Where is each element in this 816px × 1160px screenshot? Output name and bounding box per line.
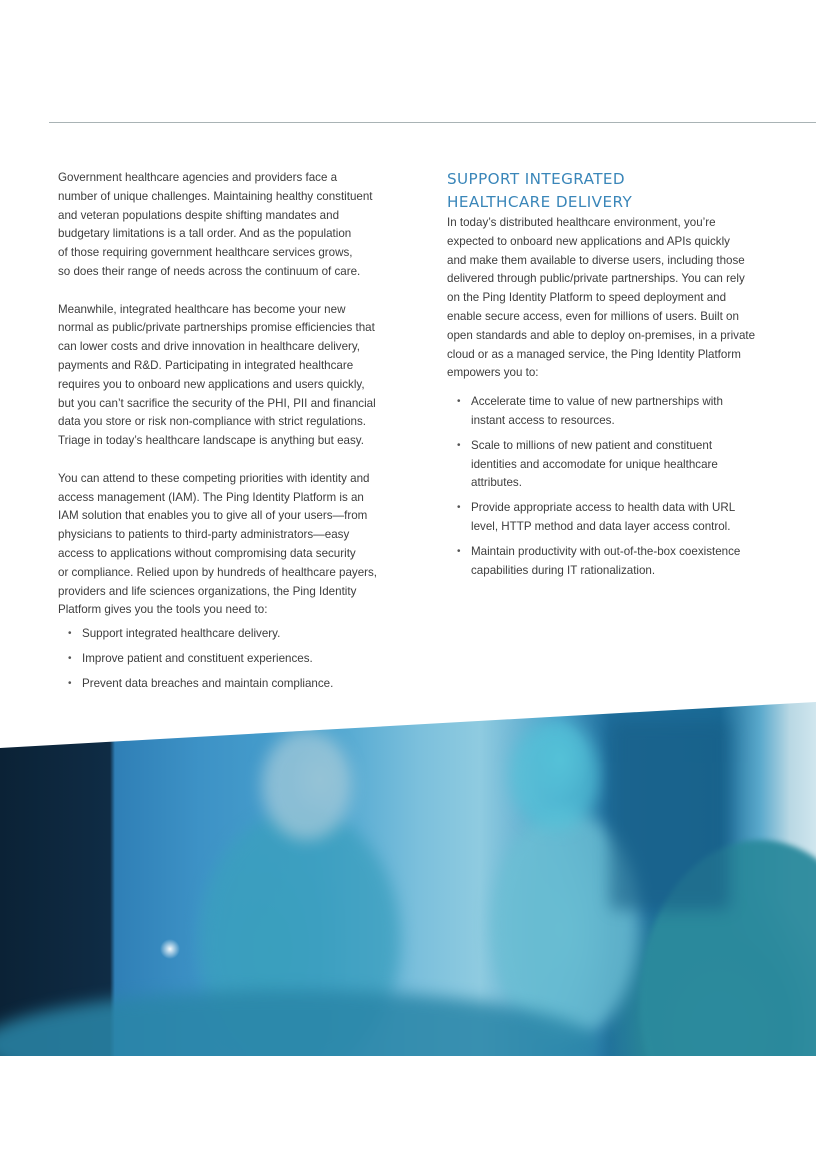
text-line: can lower costs and drive innovation in healthcare delivery, (58, 340, 361, 354)
text-line: of those requiring government healthcare services grows, (58, 246, 353, 260)
text-line: but you can’t sacrifice the security of the PHI, PII and financial (58, 396, 376, 410)
text-line: Meanwhile, integrated healthcare has become your new (58, 302, 346, 316)
surgical-drape (0, 990, 600, 1100)
bullet-text: level, HTTP method and data layer access control. (471, 519, 731, 533)
text-line: empowers you to: (447, 366, 539, 380)
text-line: Platform gives you the tools you need to: (58, 603, 268, 617)
text-line: providers and life sciences organizations, the Ping Identity (58, 584, 357, 598)
text-line: open standards and able to deploy on-premises, in a private (447, 328, 756, 342)
text-line: requires you to onboard new applications and users quickly, (58, 377, 365, 391)
heading-line: HEALTHCARE DELIVERY (447, 193, 633, 211)
bullet-dot-icon: • (68, 652, 72, 664)
bullet-text: attributes. (471, 476, 522, 490)
text-line: normal as public/private partnerships promise efficiencies that (58, 321, 375, 335)
section-heading (447, 168, 777, 214)
text-line: or compliance. Relied upon by hundreds of healthcare payers, (58, 565, 378, 579)
text-line: enable secure access, even for millions of users. Built on (447, 309, 739, 323)
bullet-item (447, 393, 777, 431)
text-line: In today’s distributed healthcare environment, you’re (447, 216, 716, 229)
monitor-screen (610, 720, 730, 910)
text-line: access management (IAM). The Ping Identity Platform is an (58, 490, 364, 504)
heading-line: SUPPORT INTEGRATED (447, 170, 625, 188)
text-line: You can attend to these competing priorities with identity and (58, 471, 370, 485)
surgeon-head-left (262, 730, 352, 840)
bullet-item (447, 543, 777, 581)
bullet-dot-icon: • (68, 628, 72, 640)
bullet-dot-icon: • (68, 677, 72, 689)
intro-paragraph (58, 169, 403, 282)
surgeon-head-right (510, 720, 600, 830)
bullet-dot-icon: • (457, 502, 461, 514)
text-line: so does their range of needs across the continuum of care. (58, 264, 361, 278)
text-line: payments and R&D. Participating in integrated healthcare (58, 358, 354, 372)
left-column (58, 169, 403, 700)
text-line: and make them available to diverse users, including those (447, 253, 745, 267)
bullet-item (447, 499, 777, 537)
text-line: cloud or as a managed service, the Ping Identity Platform (447, 347, 741, 361)
iam-paragraph (58, 470, 403, 620)
text-line: physicians to patients to third-party administrators—easy (58, 528, 350, 542)
text-line: expected to onboard new applications and APIs quickly (447, 234, 730, 248)
bullet-text: Maintain productivity with out-of-the-box coexistence (471, 544, 741, 558)
bullet-text: Improve patient and constituent experiences. (82, 651, 313, 665)
bullet-item (58, 625, 403, 644)
bullet-text: Provide appropriate access to health data with URL (471, 501, 736, 515)
section-intro-paragraph (447, 214, 777, 383)
text-line: Triage in today’s healthcare landscape is anything but easy. (58, 434, 364, 448)
tools-bullet-list (58, 625, 403, 693)
text-line: data you store or risk non-compliance with strict regulations. (58, 415, 367, 429)
bullet-dot-icon: • (457, 396, 461, 408)
bullet-text: capabilities during IT rationalization. (471, 563, 656, 577)
text-line: number of unique challenges. Maintaining healthy constituent (58, 189, 373, 203)
text-line: access to applications without compromising data security (58, 546, 356, 560)
bullet-text: Scale to millions of new patient and constituent (471, 438, 713, 452)
text-line: delivered through public/private partnerships. You can rely (447, 272, 745, 286)
bullet-item (58, 675, 403, 694)
bullet-text: instant access to resources. (471, 413, 615, 427)
bullet-dot-icon: • (457, 439, 461, 451)
right-column (447, 168, 777, 586)
capabilities-bullet-list (447, 393, 777, 580)
bullet-item (447, 437, 777, 493)
text-line: budgetary limitations is a tall order. And as the population (58, 227, 352, 241)
text-line: IAM solution that enables you to give all of your users—from (58, 509, 368, 523)
bullet-text: Prevent data breaches and maintain compliance. (82, 676, 334, 690)
operating-room-photo (0, 700, 816, 1056)
bullet-dot-icon: • (457, 545, 461, 557)
text-line: Government healthcare agencies and providers face a (58, 171, 338, 184)
bullet-item (58, 650, 403, 669)
text-line: on the Ping Identity Platform to speed deployment and (447, 291, 727, 305)
text-line: and veteran populations despite shifting mandates and (58, 208, 340, 222)
header-divider (49, 122, 816, 123)
integrated-healthcare-paragraph (58, 301, 403, 451)
bullet-text: Accelerate time to value of new partnerships with (471, 395, 723, 409)
bullet-text: Support integrated healthcare delivery. (82, 627, 281, 641)
bullet-text: identities and accomodate for unique healthcare (471, 457, 718, 471)
